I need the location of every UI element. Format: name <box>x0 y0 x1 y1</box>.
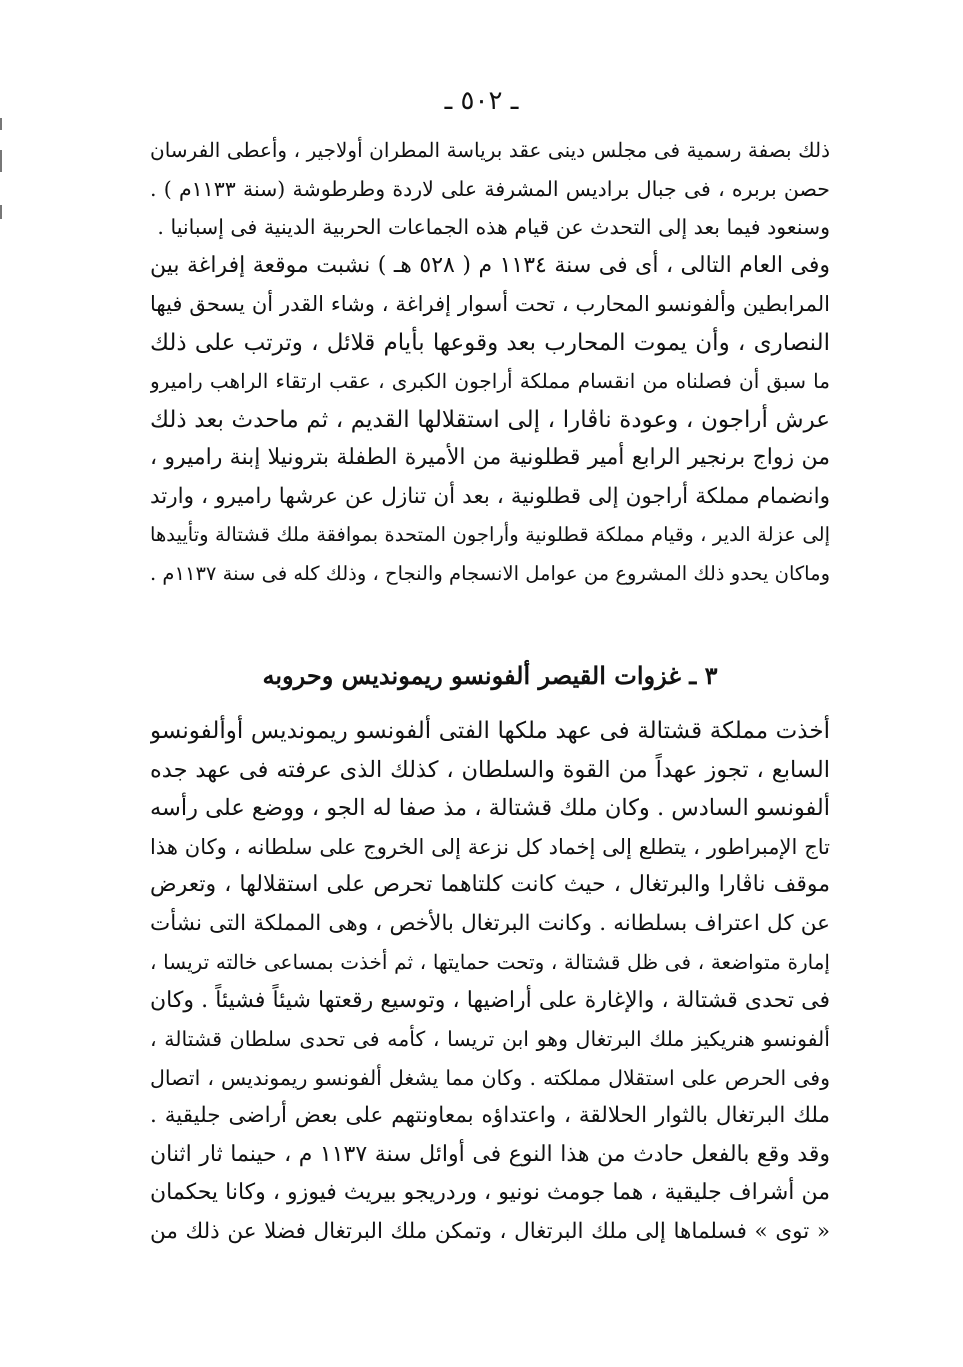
text-line: « توى » فسلماها إلى ملك البرتغال ، وتمكن ملك البرتغال فضلا عن ذلك من <box>150 1218 830 1244</box>
page-number: ـ ٥٠٢ ـ <box>444 86 519 116</box>
text-line: ذلك بصفة رسمية فى مجلس دينى عقد برياسة المطران أولاجير ، وأعطى الفرسان <box>150 138 830 162</box>
paragraph-block-1 <box>150 131 830 593</box>
text-line: وفى الحرص على استقلال مملكته . وكان مما يشغل ألفونسو ريمونديس ، اتصال <box>150 1065 830 1090</box>
text-line: حصن بربره ، فى جبال براديس المشرفة على لاردة وطرطوشة (سنة ١١٣٣م ) . <box>150 176 830 201</box>
section-heading: ٣ ـ غزوات القيصر ألفونسو ريموندیس وحروبه <box>262 661 718 690</box>
text-line: من أشراف جليقية ، هما جومث نونيو ، وردريجو بيريث فيوزو ، وكانا يحكمان <box>150 1180 830 1205</box>
text-line: عرش أراجون ، وعودة ناڤارا ، إلى استقلالها القديم ، ثم ماحدث بعد ذلك <box>150 406 830 433</box>
text-line: فى تحدى قشتالة ، والإغارة على أراضيها ، وتوسيع رقعتها شيئاً فشيئاً . وكان <box>150 987 830 1013</box>
text-line: ملك البرتغال بالثوار الحلالقة ، واعتداؤه بمعاونتهم على بعض أراضى جليقية . <box>150 1103 830 1128</box>
text-line: ألفونسو السادس . وكان ملك قشتالة ، مذ صفا له الجو ، ووضع على رأسه <box>150 795 830 821</box>
text-line: أخذت مملكة قشتالة فى عهد ملكها الفتى ألفونسو ريمونديس أوألفونسو <box>150 718 830 744</box>
paragraph-block-2 <box>150 712 830 1251</box>
text-line: ألفونسو هنريكيز ملك البرتغال وهو ابن تريسا ، كأمه فى تحدى سلطان قشتالة ، <box>150 1027 830 1051</box>
scan-edge-mark <box>0 150 2 172</box>
text-line: ما سبق أن فصلناه من انقسام مملكة أراجون الكبرى ، عقب ارتقاء الراهب راميرو <box>150 369 830 393</box>
text-line: إمارة متواضعة ، فى ظل قشتالة ، وتحت حمايتها ، ثم أخذت بمساعى خالته تريسا ، <box>150 950 830 974</box>
text-line: إلى عزلة الدير ، وقيام مملكة قطلونية وأراجون المتحدة بموافقة ملك قشتالة وتأييدها <box>150 523 830 546</box>
text-line: تاج الإمبراطور ، يتطلع إلى إخماد كل نزعة إلى الخروج على سلطانه ، وكان هذا <box>150 834 830 859</box>
text-line: وانضمام مملكة أراجون إلى قطلونية ، بعد أن تنازل عن عرشها راميرو ، وارتد <box>150 483 830 509</box>
text-line: وقد وقع بالفعل حادث من هذا النوع فى أوائل سنة ١١٣٧ م ، حينما ثار اثنان <box>150 1141 830 1167</box>
text-line: وماكان يحدو ذلك المشروع من عوامل الانسجام والنجاح ، وذلك كله فى سنة ١١٣٧م . <box>150 561 830 585</box>
text-line: من زواج برنجير الرابع أمير قطلونية من الأميرة الطفلة بترونيلا إبنة راميرو ، <box>150 445 830 470</box>
text-line: المرابطين وألفونسو المحارب ، تحت أسوار إفراغة ، وشاء القدر أن يسحق فيها <box>150 292 830 316</box>
scan-edge-mark <box>0 205 2 219</box>
text-line: السابع ، تجوز عهداً من القوة والسلطان ، كذلك الذى عرفته فى عهد جده <box>150 756 830 783</box>
scan-edge-mark <box>0 118 2 130</box>
text-line: وسنعود فيما بعد إلى التحدث عن قيام هذه الجماعات الحربية الدينية فى إسبانيا . <box>157 215 830 239</box>
text-line: وفى العام التالى ، أى فى سنة ١١٣٤ م ( ٥٢٨ هـ ) نشبت موقعة إفراغة بين <box>150 252 830 278</box>
text-line: عن كل اعتراف بسلطانه . وكانت البرتغال بالأخص ، وهى المملكة التى نشأت <box>150 910 830 936</box>
text-line: النصارى ، وأن يموت المحارب بعد وقوعها بأيام قلائل ، وترتب على ذلك <box>150 329 830 356</box>
text-line: موقف ناڤارا والبرتغال ، حيث كانت كلتاهما تحرص على استقلالها ، وتعرض <box>150 872 830 897</box>
